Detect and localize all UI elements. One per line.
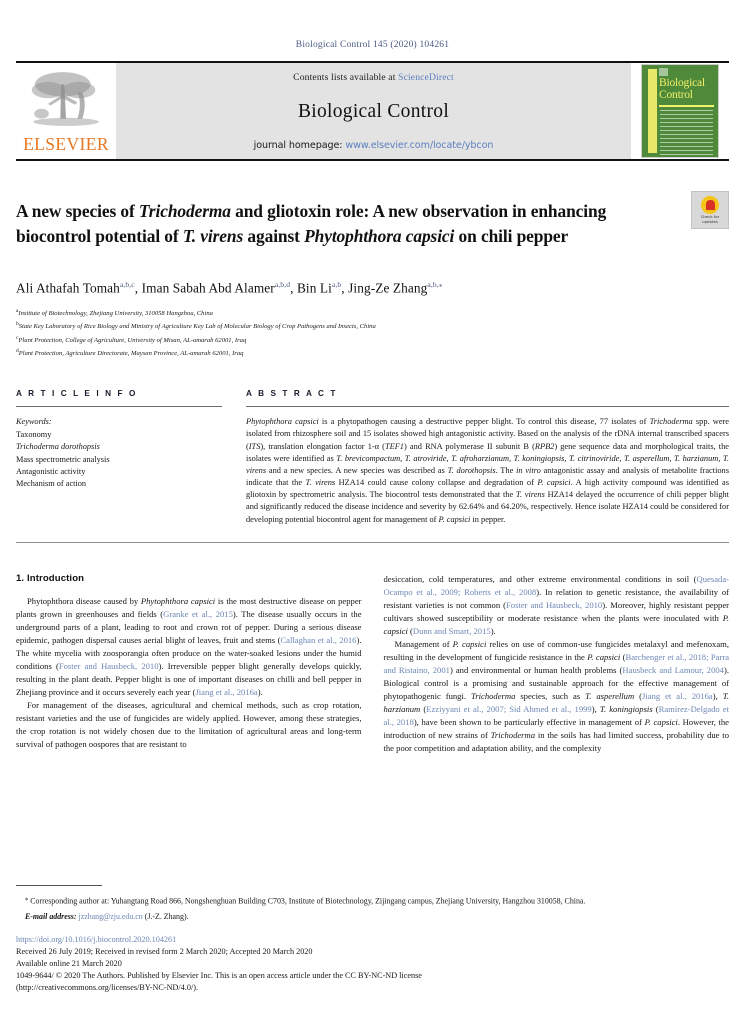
article-info-divider [16, 406, 222, 407]
elsevier-wordmark: ELSEVIER [23, 134, 109, 155]
cover-yellow-band [648, 69, 657, 153]
abstract-text: Phytophthora capsici is a phytopathogen causing a destructive pepper blight. To control this disease, 77 isolates of Trichoderma spp. were isolated from rhizosphere soil and 15 isolates showed high antagonistic activity. Based on the analysis of the rDNA internal transcribed spacers (ITS), translation elongation factor 1-α (TEF1) and RNA polymerase II subunit B (RPB2) gene sequence data and morphological traits, the isolates were identified as T. brevicompactum, T. atroviride, T. afroharzianum, T. koningiopsis, T. citrinoviride, T. asperellum, T. harzianum, T. virens and a new species. A new species was described as T. dorothopsis. The in vitro antagonistic assay and analysis of metabolite fractions indicate that the T. virens HZA14 could cause colony collapse and degradation of P. capsici. A high activity compound was identified as gliotoxin by spectrometric analysis. The biocontrol tests demonstrated that the T. virens HZA14 delayed the occurrence of chili pepper blight and significantly reduced the disease incidence and severity by 62.64% and 64.20%, respectively. Hence isolate HZA14 could be considered for developing potential biocontrol agent for management of P. capsici in pepper. [246, 417, 730, 524]
abstract-bottom-rule [16, 542, 729, 543]
affiliation-text: Plant Protection, Agriculture Directorate, Maysan Province, AL-amarah 62001, Iraq [18, 350, 244, 358]
keywords-label: Keywords: [16, 417, 52, 427]
abstract-column [246, 389, 729, 525]
copyright-line: 1049-9644/ © 2020 The Authors. Published by Elsevier Inc. This is an open access article under the CC BY-NC-ND license [16, 970, 422, 980]
author-list: Ali Athafah Tomah$^{a,b,c}$, Iman Sabah Abd Alamer$^{a,b,d}$, Bin Li$^{a,b}$, Jing-Ze Zhang$^{a,b,⁎}$ [16, 280, 443, 296]
cover-title-line1: Biological [659, 77, 705, 89]
affiliation-mark: b [16, 321, 19, 328]
cover-rule [659, 105, 714, 107]
abstract-divider [246, 406, 729, 407]
cover-contents-lines [660, 110, 713, 151]
crossmark-label [701, 215, 720, 224]
email-label: E-mail address: [25, 912, 77, 922]
paragraph: desiccation, cold temperatures, and other extreme environmental conditions in soil (Quesada-Ocampo et al., 2009; Roberts et al., 2008). In relation to genetic resistance, the availability of resistant varieties is not common (Foster and Hausbeck, 2010). Moreover, highly resistant pepper cultivars showed susceptibility or moderate resistance when the plants were inoculated with P. capsici (Dunn and Smart, 2015). [383, 573, 729, 636]
paragraph: For management of the diseases, agricultural and chemical methods, such as crop rotation, resistant varieties and the use of fungicides are widely applied. However, among these strategies, the crop rotation is not widely chosen due to the limitation of agricultural areas and long-term survival of pathogen oospores that are resistant to [16, 700, 362, 750]
crossmark-badge[interactable] [691, 191, 729, 229]
affiliations [16, 306, 729, 360]
paragraph: Phytophthora disease caused by Phytophthora capsici is the most destructive disease on pepper plants grown in greenhouses and fields (Granke et al., 2015). The disease usually occurs in the underground parts of a plant, leading to root and crown rot of pepper. During a serious disease epidemic, pathogen dispersal causes aerial blight of leaves, fruit and stems (Callaghan et al., 2016). The white mycelia with zoosporangia often produce on the water-soaked lesions under the humid conditions (Foster and Hausbeck, 2010). Irreversible pepper blight generally develops quickly, resulting in the plant death. Pepper blight is one of important diseases on chilli and bell pepper in Zhejiang province and it occurs severely each year (Jiang et al., 2016a). [16, 595, 362, 698]
paragraph: Management of P. capsici relies on use of common-use fungicides metalaxyl and mefenoxam, resulting in the development of fungicide resistance in the P. capsici (Barchenger et al., 2018; Parra and Ristaino, 2001) and environmental or human health problems (Hausbeck and Lamour, 2004). Biological control is a promising and sustainable approach for the effective management of phytopathogenic fungi. Trichoderma species, such as T. asperellum (Jiang et al., 2016a), T. harzianum (Ezziyyani et al., 2007; Sid Ahmed et al., 1999), T. koningiopsis (Ramírez-Delgado et al., 2018), have been shown to be particularly effective in management of P. capsici. However, the introduction of new strains of Trichoderma in the soils has had limited success, probability due to the poor competition and adaptation ability, and the complexity [383, 638, 730, 754]
elsevier-tree-icon [23, 68, 109, 130]
affiliation-text: Institute of Biotechnology, Zhejiang University, 310058 Hangzhou, China [18, 309, 213, 317]
body-column-right [384, 573, 730, 756]
affiliation-text: Plant Protection, College of Agriculture, University of Misan, AL-amarah 62001, Iraq [18, 336, 247, 344]
abstract-heading: A B S T R A C T [246, 389, 338, 399]
body-column-left [16, 573, 362, 756]
corresponding-email-line [16, 911, 729, 923]
contents-line [293, 72, 454, 83]
cover-title-line2: Control [659, 89, 693, 101]
keyword-item: Trichoderma dorothopsis [16, 442, 100, 452]
crossmark-line1: Check for [700, 214, 720, 220]
crossmark-icon [701, 196, 719, 214]
email-link[interactable]: jzzhang@zju.edu.cn [78, 912, 143, 922]
journal-cover-thumbnail [631, 63, 729, 159]
corresponding-author-note: ⁎ Corresponding author at: Yuhangtang Road 866, Nongshenghuan Building C703, Institute of Biotechnology, Zijingang campus, Zhejiang University, Hangzhou 310058, China. [25, 894, 586, 906]
doi-link[interactable]: https://doi.org/10.1016/j.biocontrol.2020.104261 [16, 934, 177, 944]
journal-title: Biological Control [297, 100, 450, 122]
affiliation-mark: c [16, 334, 19, 341]
elsevier-logo [16, 63, 116, 159]
info-abstract-row [16, 389, 729, 525]
keyword-item: Mechanism of action [16, 479, 87, 489]
cover-title [659, 77, 715, 101]
journal-masthead [16, 61, 729, 161]
body-columns [16, 573, 729, 756]
article-info-column [16, 389, 246, 525]
running-head: Biological Control 145 (2020) 104261 [295, 40, 450, 50]
publication-dates: Received 26 July 2019; Received in revised form 2 March 2020; Accepted 20 March 2020 [16, 946, 313, 956]
contents-prefix: Contents lists available at [293, 72, 399, 83]
email-owner: (J.-Z. Zhang). [144, 912, 189, 922]
affiliation-text: State Key Laboratory of Rice Biology and Ministry of Agriculture Key Lab of Molecular Biology of Crop Pathogens and Insects, China [18, 323, 376, 331]
masthead-center [116, 63, 631, 159]
affiliation-mark: d [16, 347, 19, 354]
license-url[interactable]: (http://creativecommons.org/licenses/BY-NC-ND/4.0/). [16, 982, 198, 992]
available-online: Available online 21 March 2020 [16, 958, 122, 968]
section-heading-introduction: 1. Introduction [16, 572, 85, 584]
keyword-item: Mass spectrometric analysis [16, 454, 110, 464]
cover-publisher-mark [659, 68, 668, 76]
keywords-list [16, 416, 222, 490]
keyword-item: Taxonomy [16, 429, 52, 439]
affiliation-item [16, 306, 729, 319]
affiliation-mark: a [16, 307, 19, 314]
journal-homepage-line [254, 140, 494, 151]
footer-divider [16, 885, 102, 886]
title-block [16, 187, 729, 260]
crossmark-line2: updates [702, 218, 718, 224]
affiliation-item [16, 319, 729, 332]
page-footer [16, 885, 729, 994]
keyword-item: Antagonistic activity [16, 466, 86, 476]
article-info-heading: A R T I C L E I N F O [16, 389, 138, 399]
homepage-url-link[interactable]: www.elsevier.com/locate/ybcon [345, 140, 494, 151]
sciencedirect-link[interactable]: ScienceDirect [398, 72, 454, 83]
page-title: A new species of Trichoderma and gliotoxin role: A new observation in enhancing biocontrol potential of T. virens against Phytophthora capsici on chili pepper [16, 200, 607, 246]
homepage-prefix: journal homepage: [253, 140, 346, 151]
affiliation-item [16, 333, 729, 346]
affiliation-item [16, 346, 729, 359]
